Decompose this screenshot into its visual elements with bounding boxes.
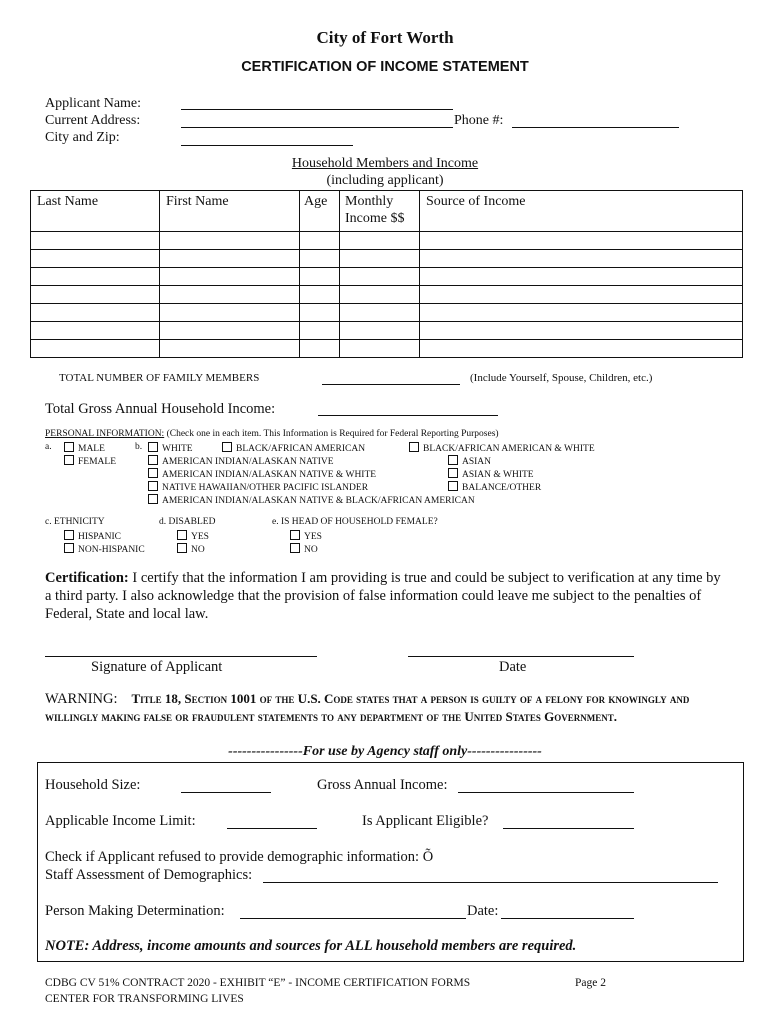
eligible-line[interactable] [503, 828, 634, 829]
personal-info-heading [45, 429, 499, 439]
phone-line[interactable] [512, 127, 679, 128]
eligible-label: Is Applicant Eligible? [362, 813, 489, 829]
option-label: NO [304, 545, 318, 555]
disabled-no[interactable] [177, 543, 205, 555]
race-black[interactable] [222, 442, 365, 454]
checkbox[interactable] [64, 530, 74, 540]
signature-label: Signature of Applicant [91, 659, 223, 675]
head-female-no[interactable] [290, 543, 318, 555]
option-label: NON-HISPANIC [78, 545, 145, 555]
cell[interactable] [31, 268, 160, 286]
cell[interactable] [160, 304, 300, 322]
household-size-line[interactable] [181, 792, 271, 793]
date-line[interactable] [408, 656, 634, 657]
total-income-label: Total Gross Annual Household Income: [45, 401, 276, 417]
cell[interactable] [160, 340, 300, 358]
cell[interactable] [340, 232, 420, 250]
household-caption: Household Members and Income [291, 156, 479, 171]
cell[interactable] [160, 322, 300, 340]
race-asian[interactable] [448, 455, 491, 467]
checkbox[interactable] [448, 481, 458, 491]
checkbox[interactable] [222, 442, 232, 452]
applicant-name-line[interactable] [181, 109, 453, 110]
determination-date-line[interactable] [501, 918, 634, 919]
col-last-name: Last Name [31, 191, 160, 232]
cell[interactable] [300, 322, 340, 340]
total-income-line[interactable] [318, 415, 498, 416]
person-making-line[interactable] [240, 918, 466, 919]
city-zip-label: City and Zip: [45, 130, 120, 145]
cell[interactable] [31, 322, 160, 340]
col-monthly-line2: Income $$ [345, 211, 405, 226]
cell[interactable] [340, 340, 420, 358]
date-label: Date [499, 659, 527, 675]
cell[interactable] [340, 322, 420, 340]
checkbox[interactable] [148, 481, 158, 491]
col-source-income: Source of Income [420, 191, 743, 232]
income-limit-line[interactable] [227, 828, 317, 829]
option-label: ASIAN [462, 457, 492, 467]
option-label: FEMALE [78, 457, 116, 467]
option-label: BLACK/AFRICAN AMERICAN & WHITE [423, 444, 595, 454]
checkbox[interactable] [290, 543, 300, 553]
checkbox[interactable] [177, 543, 187, 553]
cell[interactable] [31, 286, 160, 304]
item-c-label: c. ETHNICITY [45, 517, 105, 527]
checkbox[interactable] [148, 455, 158, 465]
agency-note: NOTE: Address, income amounts and sources for ALL household members are required. [45, 938, 577, 954]
city-zip-line[interactable] [181, 145, 353, 146]
certification-bold: Certification: [45, 570, 129, 586]
race-asian-white[interactable] [448, 468, 534, 480]
checkbox[interactable] [64, 442, 74, 452]
option-label: BLACK/AFRICAN AMERICAN [236, 444, 366, 454]
option-label: ASIAN & WHITE [462, 470, 534, 480]
income-limit-label: Applicable Income Limit: [45, 813, 196, 829]
household-table [30, 190, 743, 358]
option-label: AMERICAN INDIAN/ALASKAN NATIVE & BLACK/AFRICAN AMERICAN [162, 496, 475, 506]
option-label: HISPANIC [78, 532, 121, 542]
option-label: NATIVE HAWAIIAN/OTHER PACIFIC ISLANDER [162, 483, 369, 493]
race-ai-an-white[interactable] [148, 468, 376, 480]
item-d-label: d. DISABLED [159, 517, 216, 527]
cell[interactable] [160, 268, 300, 286]
race-black-white[interactable] [409, 442, 595, 454]
warning-text: Title 18, Section 1001 of the U.S. Code states that a person is guilty of a felony for knowingly and willingly making false or fraudulent statements to any department of the United States Government. [45, 691, 690, 724]
col-first-name: First Name [160, 191, 300, 232]
gross-income-label: Gross Annual Income: [317, 777, 448, 793]
cell[interactable] [160, 286, 300, 304]
cell[interactable] [420, 232, 743, 250]
personal-info-instruction: (Check one in each item. This Information is Required for Federal Reporting Purposes) [166, 429, 499, 439]
cell[interactable] [31, 232, 160, 250]
staff-assessment-line[interactable] [263, 882, 718, 883]
option-label: YES [191, 532, 209, 542]
cell[interactable] [31, 250, 160, 268]
footer-page: Page 2 [575, 977, 606, 989]
cell[interactable] [300, 268, 340, 286]
checkbox[interactable] [448, 455, 458, 465]
cell[interactable] [420, 304, 743, 322]
checkbox[interactable] [177, 530, 187, 540]
cell[interactable] [340, 268, 420, 286]
race-balance-other[interactable] [448, 481, 541, 493]
applicant-name-label: Applicant Name: [45, 96, 142, 111]
table-row[interactable] [31, 340, 743, 358]
cell[interactable] [420, 250, 743, 268]
current-address-label: Current Address: [45, 113, 141, 128]
cell[interactable] [31, 340, 160, 358]
table-row[interactable] [31, 286, 743, 304]
race-nh-pi[interactable] [148, 481, 368, 493]
checkbox[interactable] [148, 468, 158, 478]
checkbox[interactable] [448, 468, 458, 478]
checkbox[interactable] [64, 543, 74, 553]
option-label: NO [191, 545, 205, 555]
total-family-note: (Include Yourself, Spouse, Children, etc.) [470, 372, 653, 384]
total-family-line[interactable] [322, 384, 460, 385]
household-caption-sub: (including applicant) [326, 173, 444, 188]
household-size-label: Household Size: [45, 777, 141, 793]
cell[interactable] [300, 232, 340, 250]
determination-date-label: Date: [467, 903, 499, 919]
checkbox[interactable] [148, 442, 158, 452]
item-e-label: e. IS HEAD OF HOUSEHOLD FEMALE? [272, 517, 438, 527]
agency-divider: ----------------For use by Agency staff only---------------- [228, 744, 542, 759]
ethnicity-non-hispanic[interactable] [64, 543, 145, 555]
option-label: WHITE [162, 444, 193, 454]
checkbox[interactable] [290, 530, 300, 540]
cell[interactable] [420, 286, 743, 304]
current-address-line[interactable] [181, 127, 453, 128]
item-b-label: b. [135, 442, 143, 452]
disabled-yes[interactable] [177, 530, 209, 542]
cell[interactable] [300, 250, 340, 268]
cell[interactable] [420, 340, 743, 358]
race-white[interactable] [148, 442, 193, 454]
gross-income-line[interactable] [458, 792, 634, 793]
warning-block [45, 690, 735, 726]
cell[interactable] [340, 250, 420, 268]
footer-line1: CDBG CV 51% CONTRACT 2020 - EXHIBIT “E” - INCOME CERTIFICATION FORMS [45, 977, 471, 989]
checkbox[interactable] [148, 494, 158, 504]
cell[interactable] [300, 340, 340, 358]
cell[interactable] [160, 250, 300, 268]
city-title: City of Fort Worth [316, 28, 454, 47]
cell[interactable] [300, 286, 340, 304]
person-making-label: Person Making Determination: [45, 903, 225, 919]
cell[interactable] [300, 304, 340, 322]
checkbox[interactable] [64, 455, 74, 465]
refused-label[interactable]: Check if Applicant refused to provide demographic information: Õ [45, 849, 434, 865]
cell[interactable] [31, 304, 160, 322]
col-monthly-income [340, 191, 420, 232]
table-row[interactable] [31, 322, 743, 340]
head-female-yes[interactable] [290, 530, 322, 542]
cell[interactable] [340, 304, 420, 322]
form-title: CERTIFICATION OF INCOME STATEMENT [241, 59, 529, 75]
personal-info-title: PERSONAL INFORMATION: [45, 429, 165, 439]
race-ai-an[interactable] [148, 455, 334, 467]
signature-line[interactable] [45, 656, 317, 657]
ethnicity-hispanic[interactable] [64, 530, 121, 542]
table-row[interactable] [31, 304, 743, 322]
phone-label: Phone #: [454, 113, 504, 128]
footer-line2: CENTER FOR TRANSFORMING LIVES [45, 993, 244, 1005]
warning-label: WARNING: [45, 691, 118, 707]
option-label: YES [304, 532, 322, 542]
checkbox[interactable] [409, 442, 419, 452]
cell[interactable] [160, 232, 300, 250]
cell[interactable] [420, 322, 743, 340]
table-row[interactable] [31, 250, 743, 268]
gender-male[interactable] [64, 442, 105, 454]
item-a-label: a. [45, 442, 52, 452]
certification-body: I certify that the information I am providing is true and could be subject to verification at any time by a third party. I also acknowledge that the provision of false information could leave me subject to the penalties of Federal, State and local law. [45, 570, 721, 622]
race-ai-an-black[interactable] [148, 494, 475, 506]
table-header-row [31, 191, 743, 232]
certification-text [45, 569, 725, 623]
col-monthly-line1: Monthly [345, 194, 394, 209]
cell[interactable] [420, 268, 743, 286]
option-label: BALANCE/OTHER [462, 483, 542, 493]
total-family-label: TOTAL NUMBER OF FAMILY MEMBERS [59, 372, 260, 384]
option-label: AMERICAN INDIAN/ALASKAN NATIVE & WHITE [162, 470, 377, 480]
table-row[interactable] [31, 232, 743, 250]
option-label: MALE [78, 444, 105, 454]
col-age: Age [300, 191, 340, 232]
gender-female[interactable] [64, 455, 116, 467]
cell[interactable] [340, 286, 420, 304]
staff-assessment-label: Staff Assessment of Demographics: [45, 867, 253, 883]
option-label: AMERICAN INDIAN/ALASKAN NATIVE [162, 457, 334, 467]
table-row[interactable] [31, 268, 743, 286]
